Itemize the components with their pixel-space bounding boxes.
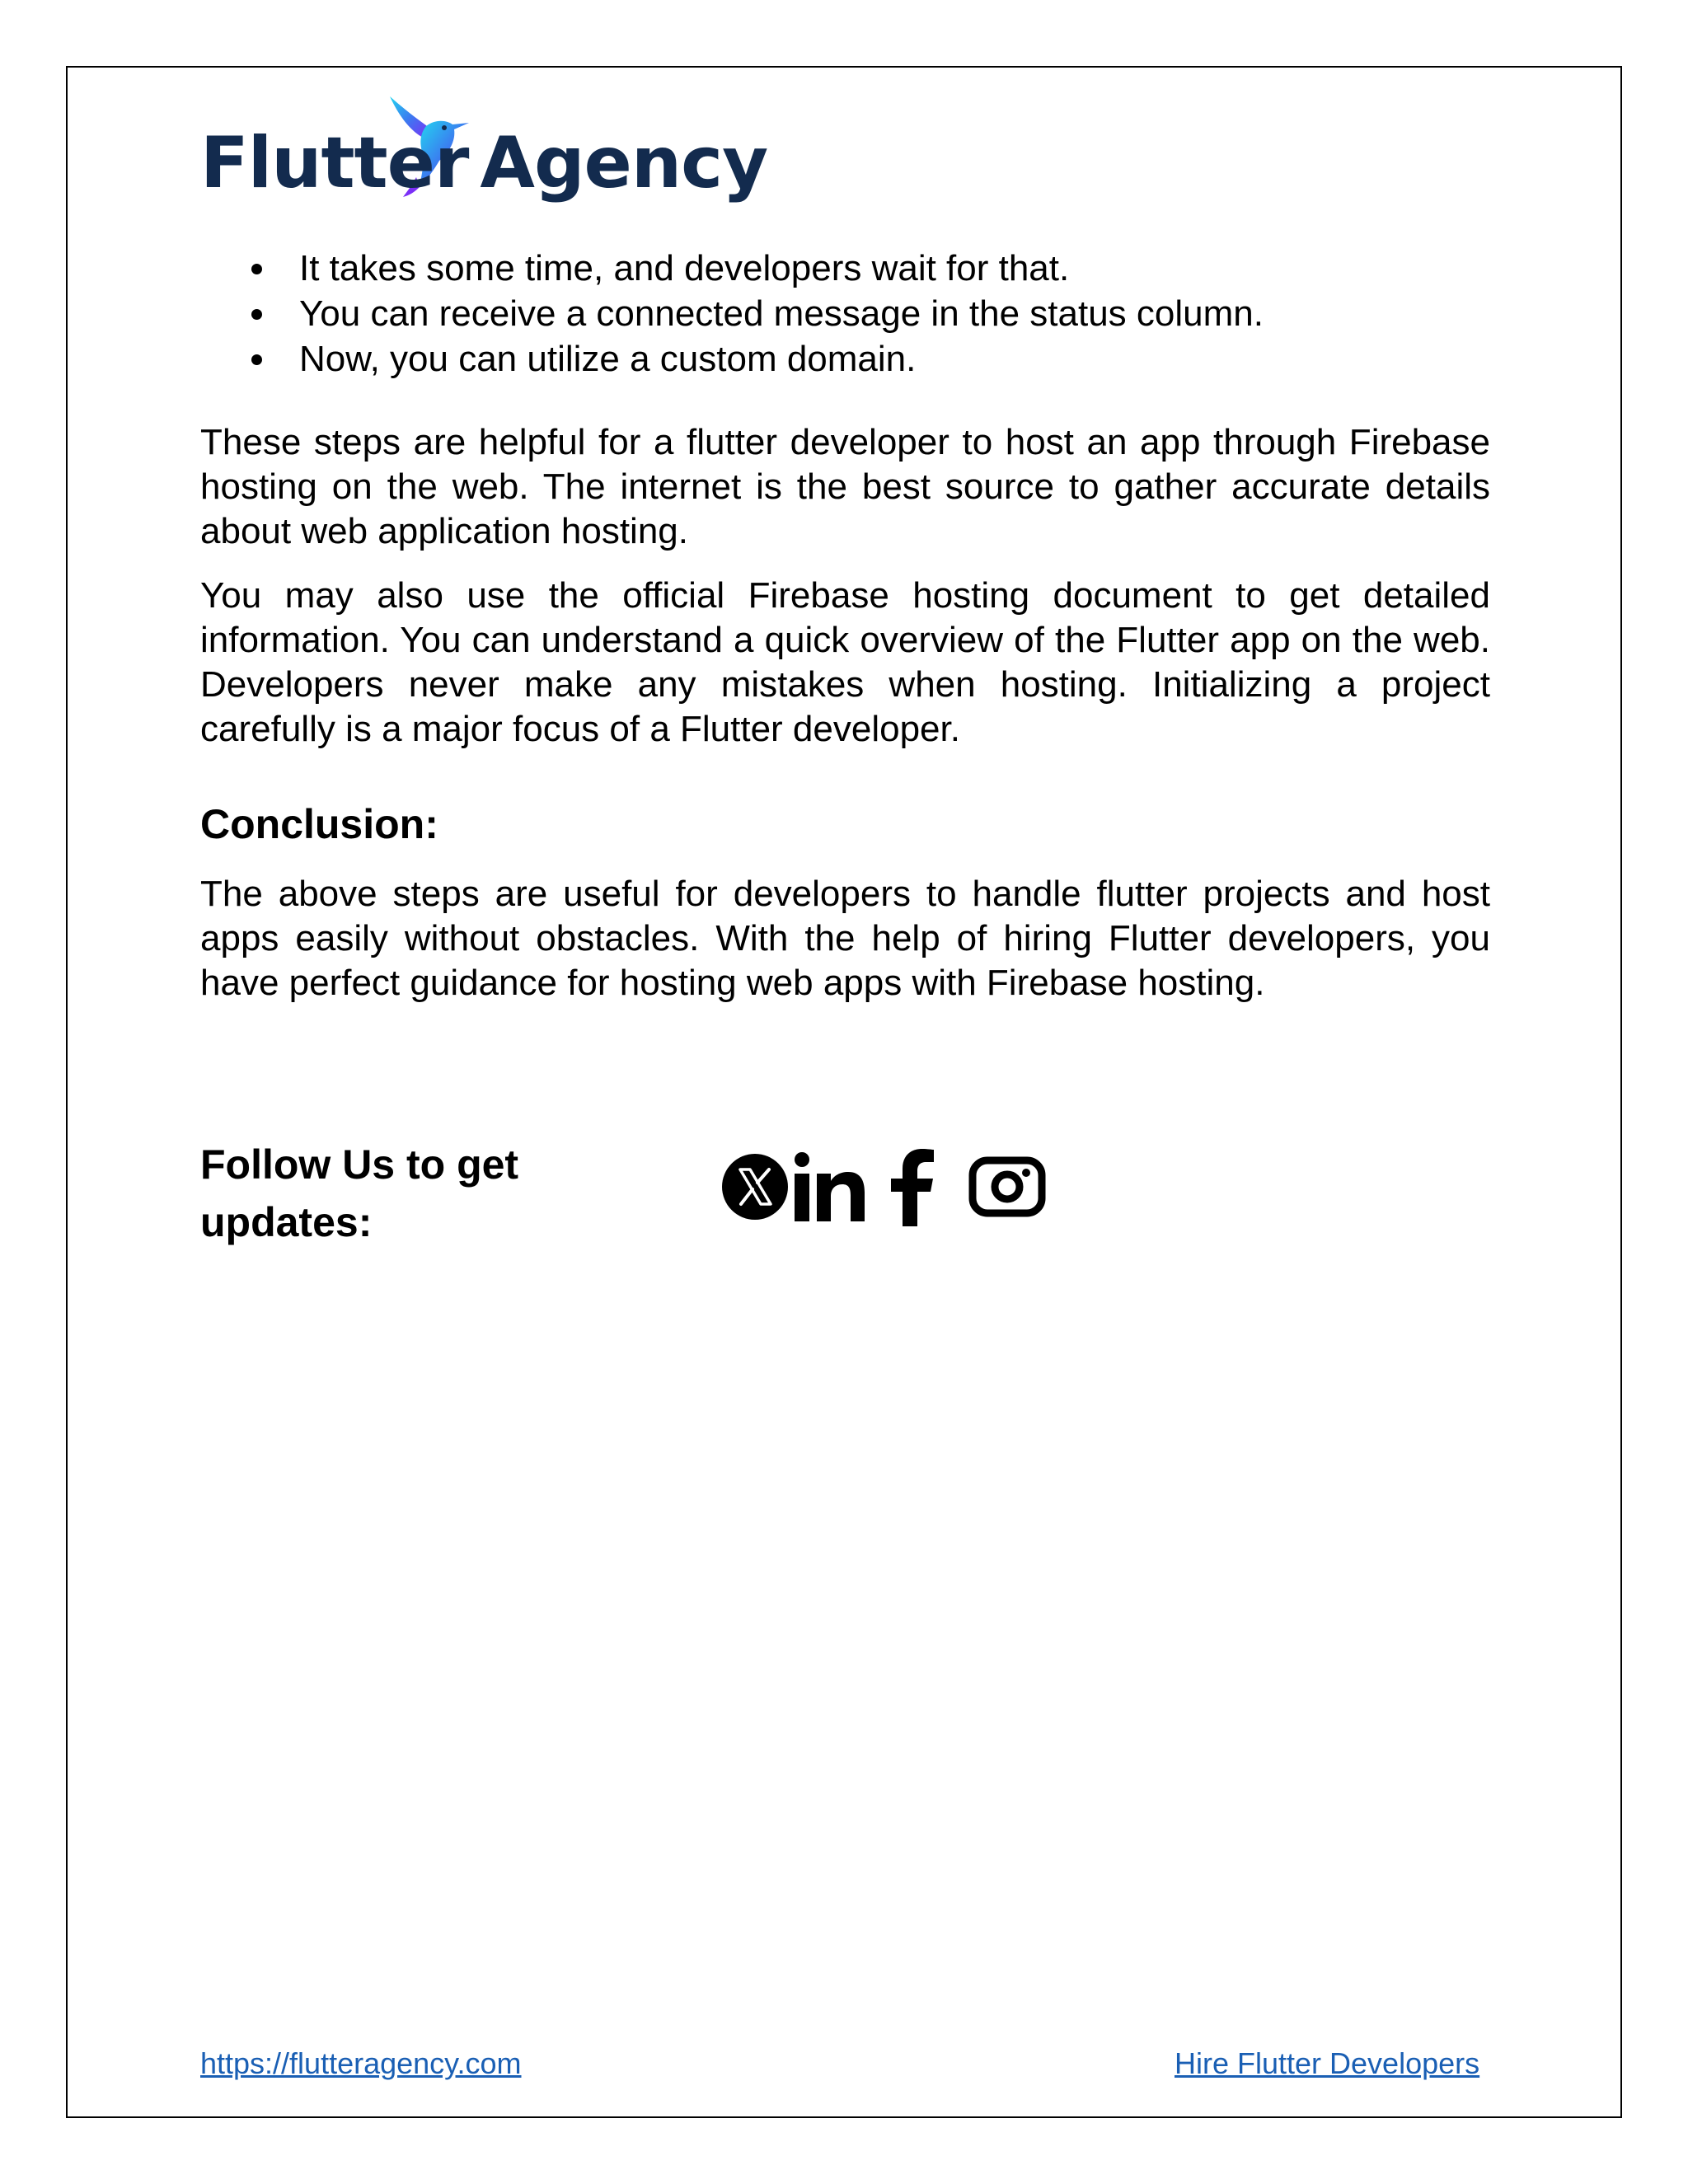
bullet-icon: [251, 264, 262, 274]
bullet-icon: [251, 354, 262, 365]
bullet-icon: [251, 309, 262, 320]
hire-flutter-developers-link[interactable]: Hire Flutter Developers: [1175, 2046, 1480, 2080]
list-item: Now, you can utilize a custom domain.: [200, 336, 1490, 382]
facebook-icon[interactable]: [889, 1147, 935, 1226]
social-icons: [721, 1141, 1046, 1232]
linkedin-icon[interactable]: [792, 1150, 866, 1224]
x-icon[interactable]: [721, 1153, 789, 1221]
paragraph-firebase-doc: You may also use the official Firebase hosting document to get detailed information. You can understand a quick overview of the Flutter app on the web. Developers never make any mistakes when hosting. Initializing a project carefully is a major focus of a Flutter developer.: [200, 575, 1490, 749]
website-link[interactable]: https://flutteragency.com: [200, 2046, 522, 2080]
follow-us-label: Follow Us to get updates:: [200, 1141, 519, 1245]
logo-wordmark: Flutter Agency: [200, 122, 768, 204]
list-item: It takes some time, and developers wait for that.: [200, 246, 1490, 291]
conclusion-paragraph: The above steps are useful for developers to handle flutter projects and host apps easily without obstacles. With the help of hiring Flutter developers, you have perfect guidance for hosting web apps with Firebase hosting.: [200, 874, 1490, 1003]
bullet-list: [200, 246, 1490, 382]
flutter-agency-logo: [200, 95, 768, 218]
instagram-icon[interactable]: [968, 1156, 1046, 1217]
conclusion-heading: Conclusion:: [200, 801, 438, 847]
list-item: You can receive a connected message in the status column.: [200, 291, 1490, 336]
paragraph-hosting-steps: These steps are helpful for a flutter developer to host an app through Firebase hosting on the web. The internet is the best source to gather accurate details about web application hosting.: [200, 422, 1490, 551]
